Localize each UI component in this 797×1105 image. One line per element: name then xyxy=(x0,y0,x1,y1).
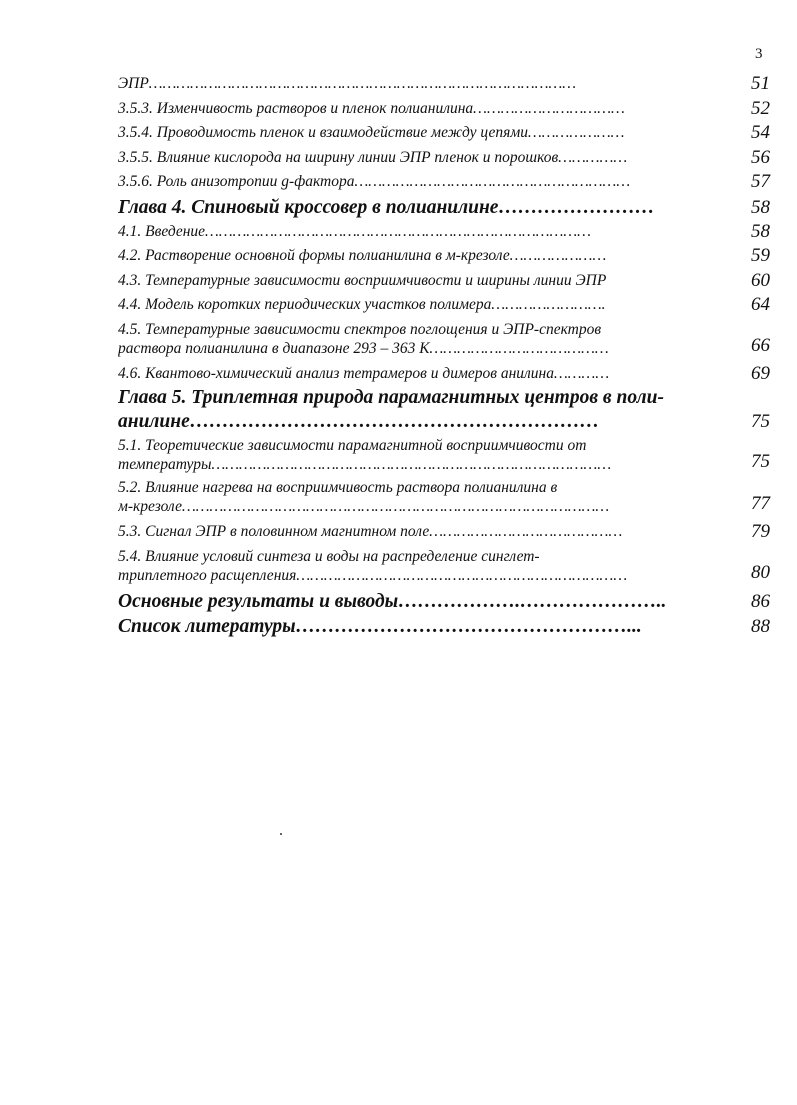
toc-conclusions xyxy=(118,589,770,614)
toc-entry-page: 57 xyxy=(751,171,770,192)
toc-entry-4-1 xyxy=(118,220,770,245)
toc-entry-epr xyxy=(118,72,770,97)
toc-entry-title: 5.2. Влияние нагрева на восприимчивость раствора полианилина в м-крезоле………………………………………………………………………………… xyxy=(118,479,610,515)
toc-entry-4-6 xyxy=(118,362,770,387)
toc-entry-page: 64 xyxy=(751,294,770,315)
toc-entry-4-5 xyxy=(118,320,770,358)
toc-entry-4-3 xyxy=(118,269,770,294)
toc-references xyxy=(118,614,770,639)
toc-entry-3-5-3 xyxy=(118,97,770,122)
toc-entry-title: 5.1. Теоретические зависимости парамагнитной восприимчивости от температуры…………………………………………………………………………… xyxy=(118,437,612,473)
toc-entry-page: 58 xyxy=(751,196,770,218)
toc-entry-title: 3.5.4. Проводимость пленок и взаимодействие между цепями………………… xyxy=(118,124,625,141)
toc-entry-title: 4.2. Растворение основной формы полианилина в м-крезоле………………… xyxy=(118,247,607,264)
toc-entry-page: 75 xyxy=(751,451,770,472)
toc-entry-title: Глава 5. Триплетная природа парамагнитных центров в поли- анилине……………………………………………………… xyxy=(118,387,664,432)
toc-entry-title: 4.1. Введение………………………………………………………………………… xyxy=(118,222,591,240)
toc-entry-title: 4.6. Квантово-химический анализ тетрамеров и димеров анилина………… xyxy=(118,364,610,382)
toc-entry-4-2 xyxy=(118,244,770,269)
toc-entry-title: Глава 4. Спиновый кроссовер в полианилине…………………… xyxy=(118,196,655,218)
toc-entry-title: Список литературы……………………………………………... xyxy=(118,615,642,637)
toc-entry-title: 5.4. Влияние условий синтеза и воды на распределение синглет- триплетного расщепления……………………………………………………………… xyxy=(118,547,628,584)
toc-entry-page: 59 xyxy=(751,245,770,266)
toc-entry-title: Основные результаты и выводы……………….………………….. xyxy=(118,590,667,612)
toc-entry-page: 77 xyxy=(751,493,770,514)
toc-entry-page: 54 xyxy=(751,122,770,143)
toc-entry-page: 60 xyxy=(751,269,770,291)
toc-entry-title: 3.5.5. Влияние кислорода на ширину линии ЭПР пленок и порошков…………… xyxy=(118,148,628,166)
toc-entry-4-4 xyxy=(118,293,770,318)
toc-entry-5-3 xyxy=(118,520,770,545)
toc-entry-5-2 xyxy=(118,478,770,516)
toc-entry-title: 5.3. Сигнал ЭПР в половинном магнитном поле…………………………………… xyxy=(118,523,623,540)
toc-entry-page: 52 xyxy=(751,97,770,119)
toc-entry-3-5-5 xyxy=(118,146,770,171)
toc-entry-page: 75 xyxy=(751,411,770,432)
toc-entry-title: 4.5. Температурные зависимости спектров поглощения и ЭПР-спектров раствора полианилина в диапазоне 293 – 363 К………………………………… xyxy=(118,320,609,357)
toc-entry-3-5-6 xyxy=(118,170,770,195)
toc-entry-page: 51 xyxy=(751,73,770,94)
toc-entry-title: 4.3. Температурные зависимости восприимчивости и ширины линии ЭПР xyxy=(118,271,607,289)
toc-entry-5-1 xyxy=(118,436,770,474)
toc-entry-page: 79 xyxy=(751,521,770,542)
toc-entry-page: 80 xyxy=(751,561,770,583)
toc-entry-page: 56 xyxy=(751,146,770,168)
toc-entry-page: 69 xyxy=(751,362,770,384)
toc-entry-page: 58 xyxy=(751,220,770,242)
table-of-contents xyxy=(118,72,770,639)
toc-entry-5-4 xyxy=(118,547,770,585)
toc-entry-3-5-4 xyxy=(118,121,770,146)
toc-entry-title: 3.5.3. Изменчивость растворов и пленок полианилина…………………………… xyxy=(118,99,625,117)
scan-artifact-dot xyxy=(280,833,282,835)
toc-entry-title: ЭПР………………………………………………………………………………… xyxy=(118,75,577,92)
toc-entry-page: 66 xyxy=(751,334,770,356)
toc-entry-title: 3.5.6. Роль анизотропии g-фактора…………………………………………………… xyxy=(118,173,631,190)
toc-entry-page: 88 xyxy=(751,615,770,637)
toc-entry-page: 86 xyxy=(751,590,770,612)
page-number: 3 xyxy=(755,46,763,62)
toc-entry-title: 4.4. Модель коротких периодических участков полимера……………………. xyxy=(118,296,606,313)
toc-chapter-5 xyxy=(118,386,770,434)
toc-chapter-4 xyxy=(118,195,770,220)
